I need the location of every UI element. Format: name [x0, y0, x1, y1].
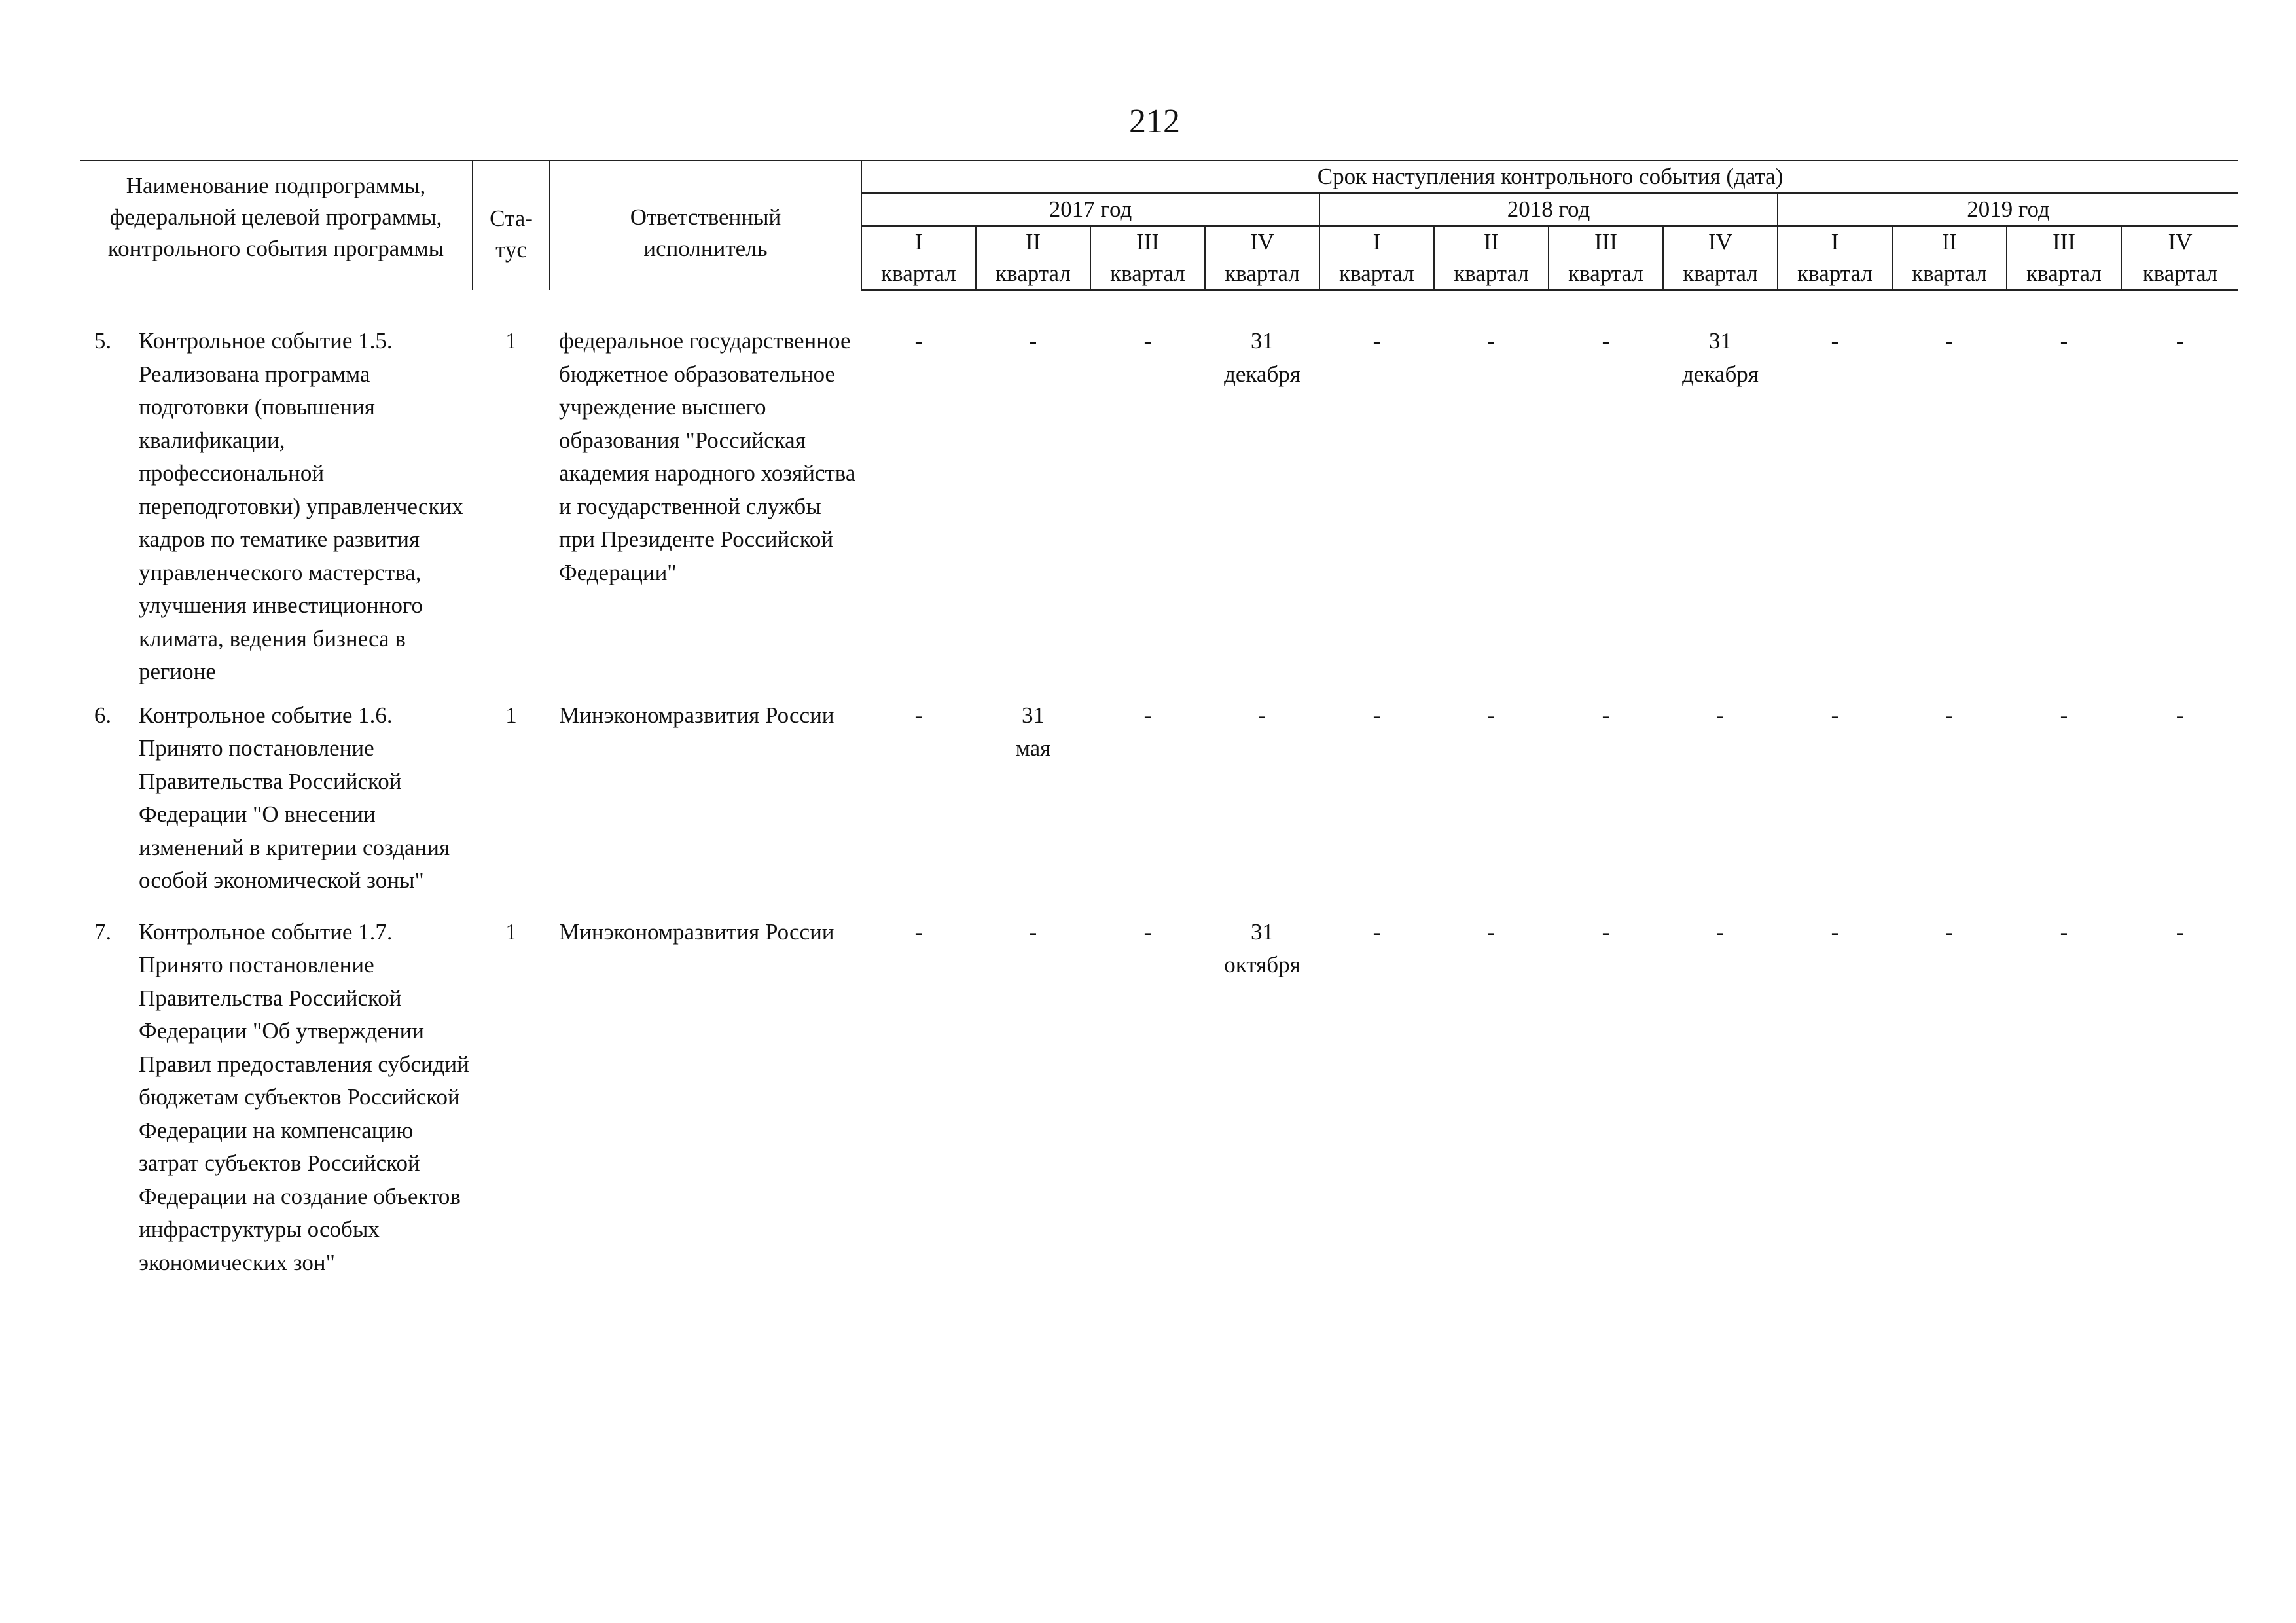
date-text: декабря [1682, 361, 1759, 387]
quarter-date-cell [1663, 916, 1778, 1280]
date-text: - [914, 919, 923, 945]
quarter-date-cell [2007, 699, 2121, 916]
quarter-header [861, 226, 976, 290]
status-cell: 1 [505, 702, 517, 728]
quarter-date-cell [1663, 699, 1778, 916]
quarter-header [1778, 226, 1892, 290]
quarter-header [1319, 226, 1434, 290]
quarter-date-cell [1434, 699, 1549, 916]
quarter-numeral: III [1136, 229, 1159, 255]
quarter-header [1549, 226, 1663, 290]
table-header [80, 160, 2238, 290]
quarter-date-cell [2007, 916, 2121, 1280]
date-text: - [1487, 328, 1496, 354]
quarter-date-cell [2121, 916, 2238, 1280]
date-text: - [1716, 702, 1725, 728]
date-text: - [1831, 328, 1839, 354]
date-text: - [1143, 328, 1152, 354]
table-row [80, 699, 2238, 916]
date-text: - [1831, 919, 1839, 945]
date-text: - [1945, 328, 1954, 354]
quarter-date-cell [1549, 325, 1663, 699]
quarter-date-cell [976, 325, 1090, 699]
quarter-date-cell [976, 916, 1090, 1280]
page-number: 212 [1129, 103, 1180, 140]
quarter-header [1090, 226, 1205, 290]
term-group-header: Срок наступления контрольного события (дата) [861, 160, 2238, 193]
status-column-header: Ста-тус [473, 160, 550, 290]
date-text: - [2060, 328, 2068, 354]
quarter-date-cell [2121, 699, 2238, 916]
quarter-date-cell [1090, 325, 1205, 699]
date-text: - [1945, 702, 1954, 728]
date-text: декабря [1224, 361, 1300, 387]
quarter-numeral: II [1025, 229, 1041, 255]
quarter-word: квартал [1568, 261, 1643, 286]
quarter-date-cell [861, 699, 976, 916]
row-number: 6. [94, 702, 112, 728]
quarter-header [1434, 226, 1549, 290]
quarter-word: квартал [2026, 261, 2102, 286]
date-text: - [1487, 702, 1496, 728]
date-text: - [914, 702, 923, 728]
quarter-numeral: III [2053, 229, 2075, 255]
quarter-numeral: I [1831, 229, 1839, 255]
date-text: октября [1224, 952, 1300, 977]
quarter-numeral: IV [2168, 229, 2193, 255]
date-text: - [1716, 919, 1725, 945]
quarter-date-cell [1778, 916, 1892, 1280]
status-cell: 1 [505, 328, 517, 354]
name-column-header: Наименование подпрограммы, федеральной целевой программы, контрольного события программы [80, 160, 473, 290]
quarter-word: квартал [1110, 261, 1185, 286]
date-text: 31 [1709, 328, 1732, 354]
quarter-date-cell [1319, 699, 1434, 916]
date-text: - [1945, 919, 1954, 945]
quarter-word: квартал [1225, 261, 1300, 286]
quarter-header [2007, 226, 2121, 290]
status-cell: 1 [505, 919, 517, 945]
quarter-date-cell [1892, 699, 2007, 916]
date-text: - [1029, 328, 1037, 354]
event-name: Контрольное событие 1.7. Принято постановление Правительства Российской Федерации "Об утверждении Правил предоставления субсидий бюджетам субъектов Российской Федерации на компенсацию затрат субъектов Российской Федерации на создание объектов инфраструктуры особых экономических зон" [139, 919, 469, 1275]
date-text: 31 [1022, 702, 1045, 728]
date-text: 31 [1251, 919, 1274, 945]
date-text: - [1602, 919, 1610, 945]
event-name: Контрольное событие 1.5. Реализована программа подготовки (повышения квалификации, профессиональной переподготовки) управленческих кадров по тематике развития управленческого мастерства, улучшения инвестиционного климата, ведения бизнеса в регионе [139, 328, 463, 684]
quarter-date-cell [861, 916, 976, 1280]
date-text: - [1372, 702, 1381, 728]
date-text: - [2060, 919, 2068, 945]
quarter-date-cell [1663, 325, 1778, 699]
quarter-numeral: I [1372, 229, 1381, 255]
quarter-header [1663, 226, 1778, 290]
quarter-date-cell [861, 325, 976, 699]
date-text: - [1258, 702, 1266, 728]
quarter-date-cell [1205, 916, 1319, 1280]
date-text: - [2176, 702, 2184, 728]
responsible-cell: федеральное государственное бюджетное образовательное учреждение высшего образования "Российская академия народного хозяйства и государственной службы при Президенте Российской Федерации" [559, 328, 856, 585]
date-text: - [1372, 919, 1381, 945]
date-text: - [1487, 919, 1496, 945]
row-number: 7. [94, 919, 112, 945]
quarter-date-cell [1778, 325, 1892, 699]
quarter-date-cell [1434, 325, 1549, 699]
date-text: - [2176, 328, 2184, 354]
date-text: - [2176, 919, 2184, 945]
quarter-date-cell [1549, 916, 1663, 1280]
row-number: 5. [94, 328, 112, 354]
date-text: - [914, 328, 923, 354]
quarter-date-cell [2121, 325, 2238, 699]
date-text: - [1143, 702, 1152, 728]
quarter-date-cell [2007, 325, 2121, 699]
event-name-cell [80, 325, 473, 699]
table-body [80, 290, 2238, 1279]
date-text: мая [1015, 735, 1051, 761]
quarter-date-cell [1205, 699, 1319, 916]
quarter-word: квартал [1683, 261, 1758, 286]
quarter-numeral: IV [1250, 229, 1274, 255]
date-text: - [1831, 702, 1839, 728]
event-name-cell [80, 916, 473, 1280]
year-header: 2019 год [1778, 193, 2238, 226]
quarter-word: квартал [1339, 261, 1414, 286]
year-header: 2017 год [861, 193, 1319, 226]
responsible-cell: Минэкономразвития России [559, 702, 834, 728]
quarter-date-cell [1434, 916, 1549, 1280]
quarter-date-cell [1778, 699, 1892, 916]
quarter-word: квартал [881, 261, 956, 286]
quarter-numeral: IV [1708, 229, 1732, 255]
control-events-table [80, 160, 2238, 1279]
quarter-date-cell [1090, 916, 1205, 1280]
date-text: - [1372, 328, 1381, 354]
responsible-cell: Минэкономразвития России [559, 919, 834, 945]
quarter-numeral: I [914, 229, 923, 255]
date-text: - [1602, 702, 1610, 728]
quarter-word: квартал [1454, 261, 1529, 286]
quarter-word: квартал [2142, 261, 2218, 286]
table-row [80, 916, 2238, 1280]
table-row [80, 325, 2238, 699]
quarter-word: квартал [996, 261, 1071, 286]
event-name-cell [80, 699, 473, 916]
quarter-word: квартал [1797, 261, 1873, 286]
quarter-date-cell [1319, 325, 1434, 699]
quarter-numeral: II [1941, 229, 1958, 255]
quarter-date-cell [1205, 325, 1319, 699]
quarter-header [976, 226, 1090, 290]
date-text: - [1029, 919, 1037, 945]
date-text: - [1143, 919, 1152, 945]
date-text: 31 [1251, 328, 1274, 354]
responsible-column-header: Ответственный исполнитель [550, 160, 861, 290]
quarter-numeral: III [1594, 229, 1617, 255]
year-header: 2018 год [1319, 193, 1778, 226]
quarter-date-cell [1549, 699, 1663, 916]
quarter-date-cell [1892, 916, 2007, 1280]
event-name: Контрольное событие 1.6. Принято постановление Правительства Российской Федерации "О внесении изменений в критерии создания особой экономической зоны" [139, 702, 450, 893]
quarter-header [1892, 226, 2007, 290]
quarter-header [1205, 226, 1319, 290]
quarter-word: квартал [1912, 261, 1987, 286]
quarter-numeral: II [1483, 229, 1499, 255]
date-text: - [2060, 702, 2068, 728]
quarter-header [2121, 226, 2238, 290]
quarter-date-cell [976, 699, 1090, 916]
date-text: - [1602, 328, 1610, 354]
quarter-date-cell [1319, 916, 1434, 1280]
quarter-date-cell [1090, 699, 1205, 916]
quarter-date-cell [1892, 325, 2007, 699]
